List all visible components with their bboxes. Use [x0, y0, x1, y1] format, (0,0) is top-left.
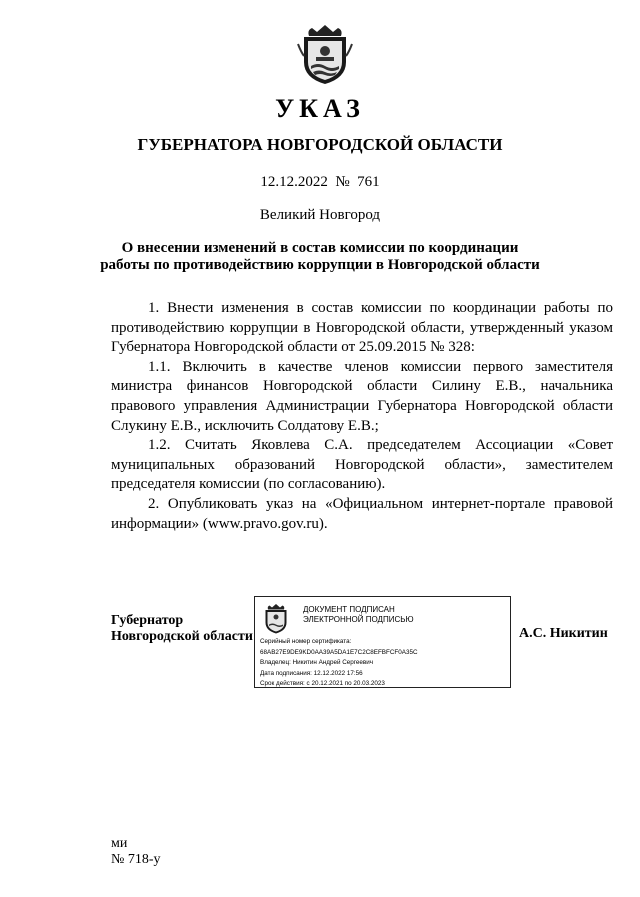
stamp-title-line: ЭЛЕКТРОННОЙ ПОДПИСЬЮ: [303, 615, 414, 624]
document-type-title: УКАЗ: [275, 94, 365, 123]
footer-initials: ми: [111, 836, 128, 851]
date-and-number: [0, 174, 640, 191]
footer-code: № 718-у: [111, 852, 161, 867]
stamp-details: [260, 637, 508, 690]
paragraph: 1. Внести изменения в состав комиссии по координации работы по противодействию коррупции в Новгородской области, утвержденный указом Губернатора Новгородской области от 25.09.2015 № 328:: [111, 300, 613, 356]
document-number: 761: [357, 174, 380, 190]
signer-role-line: Губернатор: [111, 613, 184, 628]
stamp-emblem-icon: [261, 602, 291, 635]
coat-of-arms-emblem: [295, 22, 355, 86]
stamp-title-line: ДОКУМЕНТ ПОДПИСАН: [303, 605, 395, 614]
validity-period: Срок действия: с 20.12.2021 по 20.03.2023: [260, 680, 385, 687]
certificate-label: Серийный номер сертификата:: [260, 638, 352, 645]
document-date: 12.12.2022: [260, 174, 328, 190]
certificate-number: 68AB27E9DE9KD0AA39A5DA1E7C2C8EFBFCF0A35C: [260, 648, 418, 656]
document-body: [111, 299, 613, 534]
paragraph: 1.1. Включить в качестве членов комиссии первого заместителя министра финансов Новгородской области Силину Е.В., начальника правового управления Администрации Губернатора Новгородской области Слукину Е.В., исключить Солдатову Е.В.;: [111, 358, 613, 434]
signer-name: А.С. Никитин: [519, 626, 608, 641]
electronic-signature-stamp: [254, 596, 511, 688]
issuer-title: ГУБЕРНАТОРА НОВГОРОДСКОЙ ОБЛАСТИ: [137, 135, 503, 154]
issue-place: Великий Новгород: [259, 207, 381, 223]
paragraph: 2. Опубликовать указ на «Официальном интернет-портале правовой информации» (www.pravo.gov.ru).: [111, 495, 613, 532]
signer-role-line: Новгородской области: [111, 629, 253, 644]
signer-role: [111, 613, 253, 645]
number-sign: №: [335, 174, 350, 190]
stamp-title: [303, 605, 503, 625]
paragraph: 1.2. Считать Яковлева С.А. председателем Ассоциации «Совет муниципальных образований Новгородской области», заместителем председателя комиссии (по согласованию).: [111, 437, 613, 493]
signing-date: Дата подписания: 12.12.2022 17:56: [260, 669, 363, 677]
document-heading: О внесении изменений в состав комиссии по координации работы по противодействию коррупции в Новгородской области: [100, 240, 540, 273]
footer-reference: [111, 836, 161, 868]
certificate-owner: Владелец: Никитин Андрей Сергеевич: [260, 659, 374, 666]
